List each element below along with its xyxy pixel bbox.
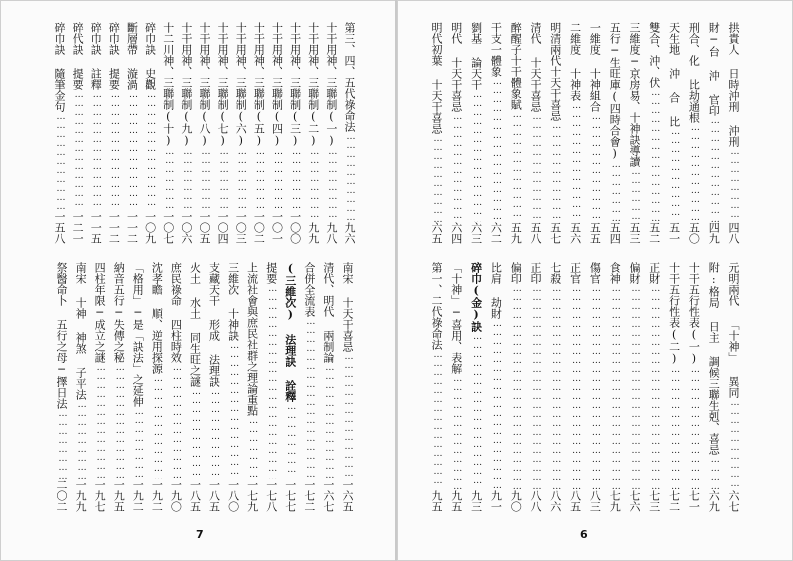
toc-entry-title: 庶民祿命 四柱時效 xyxy=(169,262,183,363)
toc-leader-dots xyxy=(708,116,719,222)
toc-entry-title: (三維次) 法理訣 詮釋 xyxy=(283,262,297,402)
toc-entry xyxy=(75,262,86,512)
toc-leader-dots xyxy=(163,147,174,211)
toc-leader-dots xyxy=(589,284,600,490)
toc-entry xyxy=(609,22,620,244)
toc-entry xyxy=(108,22,119,244)
toc-leader-dots xyxy=(471,90,482,222)
toc-entry-page: 四九 xyxy=(707,222,721,244)
toc-entry-title: 醉醒子十干體象賦 xyxy=(509,22,523,110)
toc-entry xyxy=(247,262,258,512)
toc-entry xyxy=(609,262,620,512)
toc-entry-title: 天生地 沖 合 比 xyxy=(667,22,681,127)
toc-leader-dots xyxy=(108,90,119,211)
toc-entry xyxy=(308,22,319,244)
toc-entry xyxy=(490,22,501,244)
toc-leader-dots xyxy=(94,363,105,479)
toc-entry-page: 一六七 xyxy=(321,479,335,512)
toc-entry-title: 正官 xyxy=(568,262,582,284)
toc-leader-dots xyxy=(570,284,581,490)
toc-entry-title: 附:格局 日主 調候三聯生剋、喜忌 xyxy=(707,262,721,455)
toc-leader-dots xyxy=(56,409,67,479)
toc-entry xyxy=(266,262,277,512)
toc-entry-title: 十干用神、三聯制(三) xyxy=(288,22,302,147)
toc-entry-title: 提要 xyxy=(264,262,278,284)
toc-leader-dots xyxy=(308,147,319,222)
toc-entry xyxy=(217,22,228,244)
toc-entry-page: 二〇二 xyxy=(55,479,68,512)
toc-entry-title: 「格用」─是「訣法」之延伸 xyxy=(131,262,145,407)
toc-entry xyxy=(54,22,65,244)
toc-leader-dots xyxy=(431,350,442,490)
toc-leader-dots xyxy=(151,374,162,479)
toc-entry-page: 一八〇 xyxy=(226,479,240,512)
toc-leader-dots xyxy=(550,121,561,222)
toc-entry-title: 十干用神、三聯制(二) xyxy=(306,22,320,147)
toc-entry xyxy=(510,262,521,512)
toc-leader-dots xyxy=(247,416,258,479)
toc-entry xyxy=(550,262,561,512)
toc-entry-page: 一〇二 xyxy=(252,211,266,244)
toc-entry-title: 十干用神、三聯制(五) xyxy=(252,22,266,147)
toc-entry-title: 十干用神、三聯制(六) xyxy=(234,22,248,147)
toc-entry-title: 五行─生旺庫(四時合會) xyxy=(608,22,622,160)
toc-leader-dots xyxy=(649,284,660,490)
toc-entry-page: 九五 xyxy=(430,490,443,512)
toc-leader-dots xyxy=(170,363,181,479)
toc-entry-page: 九九 xyxy=(306,222,320,244)
toc-entry-page: 六二 xyxy=(489,222,503,244)
toc-entry xyxy=(209,262,220,512)
toc-entry-page: 一五八 xyxy=(53,211,66,244)
toc-entry-title: 碎巾訣 註釋 xyxy=(89,22,103,90)
toc-leader-dots xyxy=(629,167,640,222)
toc-entry-title: 一維度 十神組合 xyxy=(588,22,602,112)
toc-entry-page: 五七 xyxy=(548,222,562,244)
left-page xyxy=(0,0,396,561)
toc-entry-page: 一九二 xyxy=(150,479,164,512)
toc-entry xyxy=(589,22,600,244)
toc-entry-title: 十二川神、三聯制(十) xyxy=(161,22,175,147)
toc-entry xyxy=(170,262,181,512)
toc-entry-title: 偏財 xyxy=(628,262,641,284)
toc-leader-dots xyxy=(609,284,620,490)
toc-entry-title: 火土 水土 同生旺之謎 xyxy=(188,262,202,387)
toc-entry xyxy=(304,262,315,512)
toc-entry-page: 一六五 xyxy=(341,479,354,512)
toc-entry xyxy=(688,22,699,244)
toc-entry xyxy=(56,262,67,512)
toc-entry-page: 一八五 xyxy=(188,479,202,512)
toc-entry-title: 清代、明代 兩制論 xyxy=(321,262,335,363)
toc-entry-title: 支藏天干 形成 法理訣 xyxy=(207,262,221,387)
toc-entry-page: 一〇三 xyxy=(234,211,248,244)
toc-entry-title: 十干用神、三聯制(七) xyxy=(216,22,230,147)
toc-leader-dots xyxy=(290,147,301,211)
toc-entry xyxy=(669,22,680,244)
toc-leader-dots xyxy=(75,400,86,479)
toc-entry-page: 五八 xyxy=(529,222,542,244)
toc-entry-page: 六五 xyxy=(430,222,443,244)
toc-entry-page: 九三 xyxy=(469,490,483,512)
toc-entry-title: 上流社會與庶民社群之理論重點 xyxy=(245,262,259,416)
toc-entry-page: 一七八 xyxy=(264,479,278,512)
toc-entry-page: 八六 xyxy=(548,490,562,512)
toc-entry-title: 偏印 xyxy=(509,262,523,284)
toc-leader-dots xyxy=(72,90,83,211)
toc-leader-dots xyxy=(344,132,355,222)
toc-entry-page: 九〇 xyxy=(509,490,523,512)
toc-entry-title: 斷層帶 漩渦 xyxy=(125,22,139,90)
toc-entry xyxy=(530,262,541,512)
toc-entry xyxy=(570,22,581,244)
toc-entry xyxy=(189,262,200,512)
toc-leader-dots xyxy=(253,147,264,211)
toc-entry-page: 七一 xyxy=(687,490,701,512)
toc-entry-page: 一一二 xyxy=(107,211,121,244)
toc-entry-title: 干支一體象 xyxy=(489,22,503,77)
toc-entry-page: 五三 xyxy=(628,222,641,244)
toc-entry-title: 沈孝瞻 順、逆用探源 xyxy=(150,262,164,374)
toc-leader-dots xyxy=(451,112,462,222)
toc-entry-page: 五〇 xyxy=(687,222,701,244)
toc-entry-page: 一九五 xyxy=(112,479,126,512)
toc-entry xyxy=(708,22,719,244)
toc-entry-title: 元明兩代 「十神」 異同 xyxy=(727,262,740,398)
toc-entry-page: 九一 xyxy=(489,490,503,512)
toc-entry-title: 碎巾訣 提要 xyxy=(107,22,121,90)
toc-entry xyxy=(471,22,482,244)
toc-entry-page: 一九二 xyxy=(131,479,145,512)
toc-entry xyxy=(431,22,442,244)
toc-entry-title: 納音五行─失傳之秘 xyxy=(112,262,126,363)
toc-entry xyxy=(708,262,719,512)
toc-entry xyxy=(253,22,264,244)
toc-entry-page: 一〇〇 xyxy=(288,211,302,244)
page-number: 7 xyxy=(196,528,204,541)
toc-leader-dots xyxy=(471,332,482,490)
toc-entry-page: 五一 xyxy=(667,222,681,244)
toc-leader-dots xyxy=(217,147,228,211)
toc-entry xyxy=(344,22,355,244)
toc-entry xyxy=(629,262,640,512)
toc-entry-page: 五六 xyxy=(568,222,582,244)
toc-entry-title: 傷官 xyxy=(588,262,602,284)
toc-entry-title: 比肩 劫財 xyxy=(489,262,503,319)
toc-leader-dots xyxy=(728,398,739,490)
toc-entry xyxy=(510,22,521,244)
toc-entry xyxy=(688,262,699,512)
toc-entry xyxy=(94,262,105,512)
toc-entry-title: 三維次 十神訣 xyxy=(226,262,240,341)
toc-entry xyxy=(235,22,246,244)
toc-entry xyxy=(728,262,739,512)
toc-leader-dots xyxy=(132,407,143,479)
toc-entry-title: 明清兩代十天干喜忌 xyxy=(548,22,562,121)
toc-entry xyxy=(451,22,462,244)
toc-leader-dots xyxy=(145,90,156,211)
toc-entry-page: 七二 xyxy=(667,490,681,512)
toc-entry xyxy=(285,262,296,512)
toc-entry xyxy=(629,22,640,244)
toc-entry-page: 一一五 xyxy=(89,211,103,244)
toc-leader-dots xyxy=(228,341,239,479)
toc-leader-dots xyxy=(431,134,442,222)
toc-entry-title: 四柱年限─成立之謎 xyxy=(93,262,107,363)
toc-entry xyxy=(228,262,239,512)
toc-leader-dots xyxy=(589,112,600,222)
toc-leader-dots xyxy=(490,77,501,222)
toc-entry-title: 三維度─京房易、十神訣導讀 xyxy=(628,22,641,167)
toc-entry-title: 拱貴人 日時沖刑 沖刑 xyxy=(727,22,740,147)
toc-entry-title: 十干用神、三聯制(四) xyxy=(270,22,284,147)
toc-entry-title: 南宋 十神 神煞 子平法 xyxy=(74,262,88,400)
toc-leader-dots xyxy=(669,365,680,490)
toc-entry xyxy=(490,262,501,512)
toc-entry-title: 正印 xyxy=(529,262,542,284)
toc-entry-page: 一二一 xyxy=(71,211,85,244)
toc-leader-dots xyxy=(189,387,200,479)
toc-entry-page: 七三 xyxy=(647,490,661,512)
toc-entry-title: 碎巾訣 隨筆金句 xyxy=(53,22,66,112)
toc-leader-dots xyxy=(649,88,660,222)
toc-entry xyxy=(113,262,124,512)
toc-entry-page: 六四 xyxy=(449,222,463,244)
toc-entry-title: 劉基 論天干 xyxy=(469,22,483,90)
toc-leader-dots xyxy=(728,147,739,222)
toc-entry-page: 一九七 xyxy=(93,479,107,512)
toc-entry xyxy=(451,262,462,512)
toc-leader-dots xyxy=(113,363,124,479)
toc-entry-title: 第一、二代祿命法 xyxy=(430,262,443,350)
toc-entry-page: 四八 xyxy=(727,222,740,244)
toc-leader-dots xyxy=(90,90,101,211)
toc-entry-page: 五五 xyxy=(588,222,602,244)
toc-leader-dots xyxy=(199,147,210,211)
toc-entry xyxy=(649,262,660,512)
toc-entry-page: 九六 xyxy=(343,222,356,244)
toc-entry-page: 一一二 xyxy=(125,211,139,244)
toc-entry-title: 十干五行性表(二) xyxy=(667,262,681,365)
toc-entry xyxy=(199,22,210,244)
toc-entry-page: 八五 xyxy=(568,490,582,512)
toc-entry-page: 一七九 xyxy=(245,479,259,512)
toc-entry-title: 碎代訣 提要 xyxy=(71,22,85,90)
toc-entry xyxy=(431,262,442,512)
toc-leader-dots xyxy=(272,147,283,211)
toc-entry xyxy=(145,22,156,244)
toc-entry-title: 明代 十天干喜忌 xyxy=(449,22,463,112)
toc-entry xyxy=(72,22,83,244)
toc-entry xyxy=(589,262,600,512)
toc-leader-dots xyxy=(609,160,620,222)
toc-entry-page: 一〇九 xyxy=(143,211,157,244)
toc-entry-page: 五二 xyxy=(647,222,661,244)
toc-entry xyxy=(323,262,334,512)
toc-leader-dots xyxy=(708,455,719,490)
toc-entry-title: 清代 十天干喜忌 xyxy=(529,22,542,112)
toc-entry-page: 一〇一 xyxy=(270,211,284,244)
toc-entry-title: 十干用神、三聯制(八) xyxy=(198,22,211,147)
toc-entry-title: 食神 xyxy=(608,262,622,284)
toc-entry xyxy=(272,22,283,244)
toc-entry-page: 一八五 xyxy=(207,479,221,512)
toc-entry-page: 一〇五 xyxy=(198,211,211,244)
toc-leader-dots xyxy=(326,147,337,222)
toc-entry-page: 一七二 xyxy=(302,479,316,512)
toc-entry-page: 九八 xyxy=(324,222,338,244)
toc-entry-page: 八八 xyxy=(529,490,542,512)
toc-leader-dots xyxy=(323,363,334,479)
toc-leader-dots xyxy=(266,284,277,479)
toc-leader-dots xyxy=(570,101,581,222)
page-number: 6 xyxy=(580,528,588,541)
toc-leader-dots xyxy=(530,284,541,490)
toc-entry xyxy=(550,22,561,244)
toc-entry xyxy=(471,262,482,512)
toc-leader-dots xyxy=(550,284,561,490)
toc-entry xyxy=(342,262,353,512)
toc-entry-page: 六三 xyxy=(469,222,483,244)
toc-entry-title: 碎巾訣 史觀 xyxy=(143,22,157,90)
toc-entry-page: 五四 xyxy=(608,222,622,244)
toc-leader-dots xyxy=(510,284,521,490)
toc-entry-page: 六七 xyxy=(727,490,740,512)
toc-leader-dots xyxy=(127,90,138,211)
toc-entry xyxy=(326,22,337,244)
toc-entry-title: 雙合、沖、伏 xyxy=(647,22,661,88)
toc-entry-page: 一〇四 xyxy=(216,211,230,244)
toc-entry-title: 南宋 十天干喜忌 xyxy=(341,262,354,352)
toc-entry xyxy=(530,22,541,244)
toc-entry xyxy=(181,22,192,244)
toc-leader-dots xyxy=(510,110,521,222)
toc-entry-title: 十干五行性表(一) xyxy=(687,262,701,365)
toc-entry-title: 碎巾(金)訣 xyxy=(469,262,483,332)
toc-entry-title: 「十神」─喜用、表解 xyxy=(449,262,463,374)
toc-entry-page: 八三 xyxy=(588,490,602,512)
toc-entry-title: 第三、四、五代祿命法 xyxy=(343,22,356,132)
toc-leader-dots xyxy=(209,387,220,479)
toc-entry-title: 明代初葉 十天干喜忌 xyxy=(430,22,443,134)
toc-leader-dots xyxy=(304,317,315,479)
toc-entry-title: 十干用神、三聯制(九) xyxy=(179,22,193,147)
toc-entry xyxy=(151,262,162,512)
toc-entry xyxy=(90,22,101,244)
toc-leader-dots xyxy=(669,127,680,222)
toc-entry-page: 五九 xyxy=(509,222,523,244)
toc-entry-page: 七六 xyxy=(628,490,641,512)
toc-entry xyxy=(127,22,138,244)
toc-entry xyxy=(570,262,581,512)
toc-leader-dots xyxy=(54,112,65,211)
toc-entry-page: 一七七 xyxy=(283,479,297,512)
toc-entry-title: 祭醫命卜 五行之母─擇日法 xyxy=(55,262,68,409)
toc-entry-page: 九五 xyxy=(449,490,463,512)
toc-leader-dots xyxy=(688,365,699,490)
toc-entry xyxy=(669,262,680,512)
toc-entry xyxy=(132,262,143,512)
toc-entry-title: 刑合、化 比劫通根 xyxy=(687,22,701,123)
toc-leader-dots xyxy=(688,123,699,222)
toc-entry-title: 正財 xyxy=(647,262,661,284)
toc-leader-dots xyxy=(235,147,246,211)
toc-entry-page: 一九九 xyxy=(74,479,88,512)
toc-leader-dots xyxy=(181,147,192,211)
toc-entry xyxy=(290,22,301,244)
toc-leader-dots xyxy=(530,112,541,222)
toc-leader-dots xyxy=(342,352,353,479)
toc-entry-title: 七殺 xyxy=(548,262,562,284)
toc-entry-page: 六九 xyxy=(707,490,721,512)
toc-entry-title: 二維度 十神表 xyxy=(568,22,582,101)
toc-entry-page: 七九 xyxy=(608,490,622,512)
toc-entry xyxy=(163,22,174,244)
toc-leader-dots xyxy=(451,374,462,490)
toc-leader-dots xyxy=(629,284,640,490)
toc-entry-page: 一〇七 xyxy=(161,211,175,244)
toc-entry xyxy=(728,22,739,244)
right-page xyxy=(397,0,793,561)
toc-entry-title: 財─台 沖 官印 xyxy=(707,22,721,116)
toc-entry-page: 一九〇 xyxy=(169,479,183,512)
toc-entry xyxy=(649,22,660,244)
toc-entry-page: 一〇六 xyxy=(179,211,193,244)
toc-entry-title: 合併全流表 xyxy=(302,262,316,317)
toc-leader-dots xyxy=(285,402,296,479)
toc-leader-dots xyxy=(490,319,501,490)
toc-entry-title: 十干用神、三聯制(一) xyxy=(324,22,338,147)
